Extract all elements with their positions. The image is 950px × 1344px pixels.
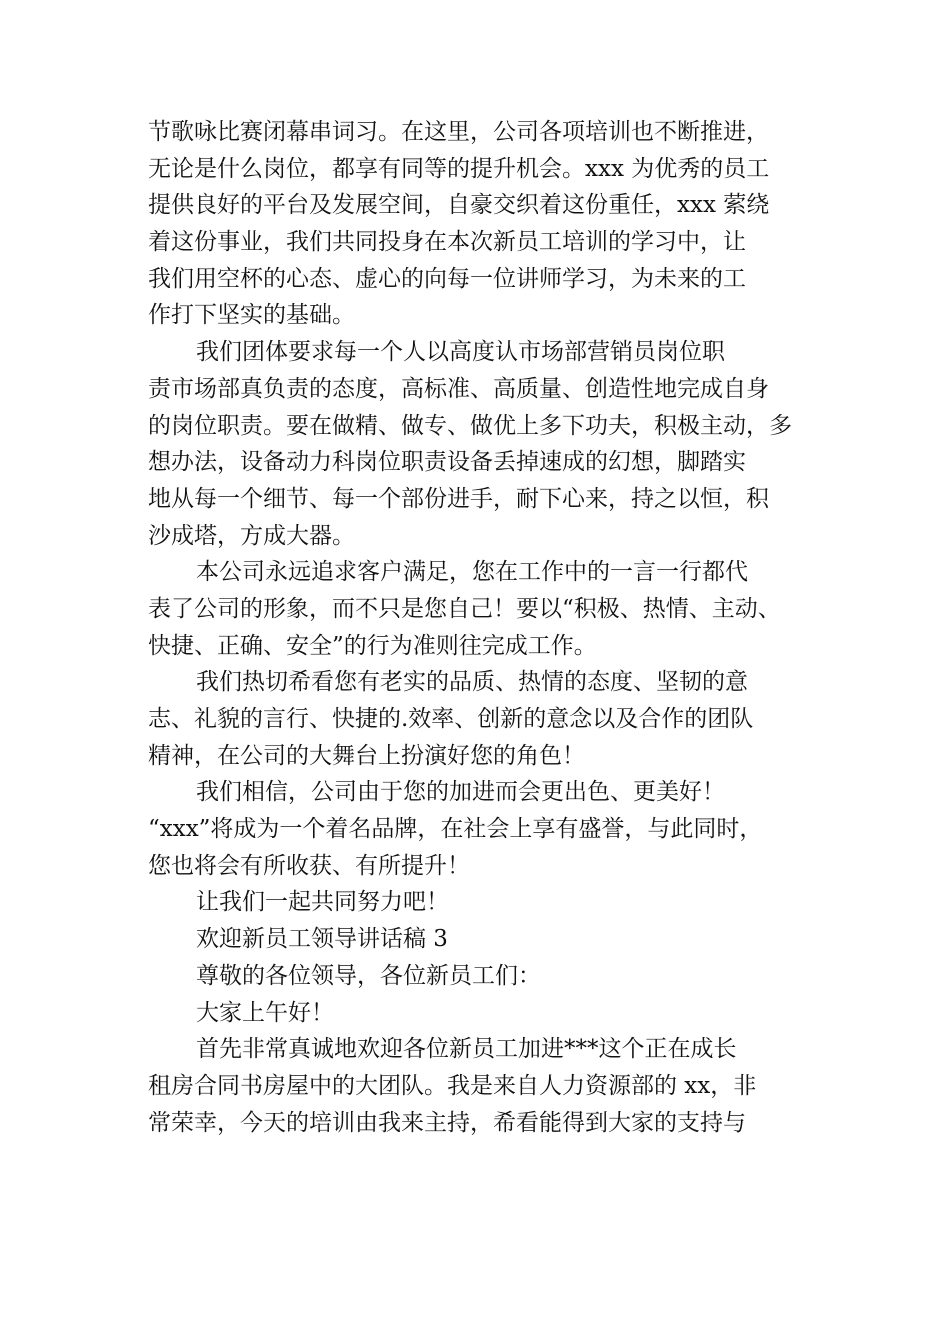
text-line: 地从每一个细节、每一个部份进手，耐下心来，持之以恒，积 <box>148 485 769 512</box>
text-line: “xxx”将成为一个着名品牌，在社会上享有盛誉，与此同时， <box>148 816 763 843</box>
text-line: 租房合同书房屋中的大团队。我是来自人力资源部的 xx，非 <box>148 1072 757 1099</box>
text-line: 我们用空杯的心态、虚心的向每一位讲师学习，为未来的工 <box>148 265 746 292</box>
text-line: 尊敬的各位领导，各位新员工们： <box>196 962 541 989</box>
text-line: 精神，在公司的大舞台上扮演好您的角色！ <box>148 742 585 769</box>
text-line: 表了公司的形象，而不只是您自己！要以“积极、热情、主动、 <box>148 595 781 622</box>
text-line: 让我们一起共同努力吧！ <box>196 889 449 916</box>
text-line: 沙成塔，方成大器。 <box>148 522 355 549</box>
text-line: 首先非常真诚地欢迎各位新员工加进***这个正在成长 <box>196 1036 737 1063</box>
text-line: 本公司永远追求客户满足，您在工作中的一言一行都代 <box>196 559 748 586</box>
text-line: 节歌咏比赛闭幕串词习。在这里，公司各项培训也不断推进， <box>148 119 769 145</box>
text-line: 欢迎新员工领导讲话稿 3 <box>196 926 448 953</box>
text-line: 您也将会有所收获、有所提升！ <box>148 852 470 879</box>
text-line: 着这份事业，我们共同投身在本次新员工培训的学习中，让 <box>148 229 746 256</box>
text-line: 提供良好的平台及发展空间，自豪交织着这份重任，xxx 萦绕 <box>148 192 770 219</box>
text-line: 常荣幸，今天的培训由我来主持，希看能得到大家的支持与 <box>148 1109 746 1136</box>
text-line: 作打下坚实的基础。 <box>148 302 355 329</box>
text-line: 志、礼貌的言行、快捷的.效率、创新的意念以及合作的团队 <box>148 706 754 732</box>
text-line: 我们团体要求每一个人以高度认市场部营销员岗位职 <box>196 339 725 366</box>
text-line: 我们热切希看您有老实的品质、热情的态度、坚韧的意 <box>196 669 748 696</box>
document-body <box>148 114 808 1141</box>
text-line: 快捷、正确、安全”的行为准则往完成工作。 <box>148 632 597 659</box>
text-line: 无论是什么岗位，都享有同等的提升机会。xxx 为优秀的员工 <box>148 155 770 182</box>
text-line: 大家上午好！ <box>196 999 334 1026</box>
text-line: 我们相信，公司由于您的加进而会更出色、更美好！ <box>196 779 725 806</box>
text-line: 想办法，设备动力科岗位职责设备丢掉速成的幻想，脚踏实 <box>148 449 746 476</box>
text-line: 责市场部真负责的态度，高标准、高质量、创造性地完成自身 <box>148 375 769 402</box>
text-line: 的岗位职责。要在做精、做专、做优上多下功夫，积极主动，多 <box>148 412 792 439</box>
